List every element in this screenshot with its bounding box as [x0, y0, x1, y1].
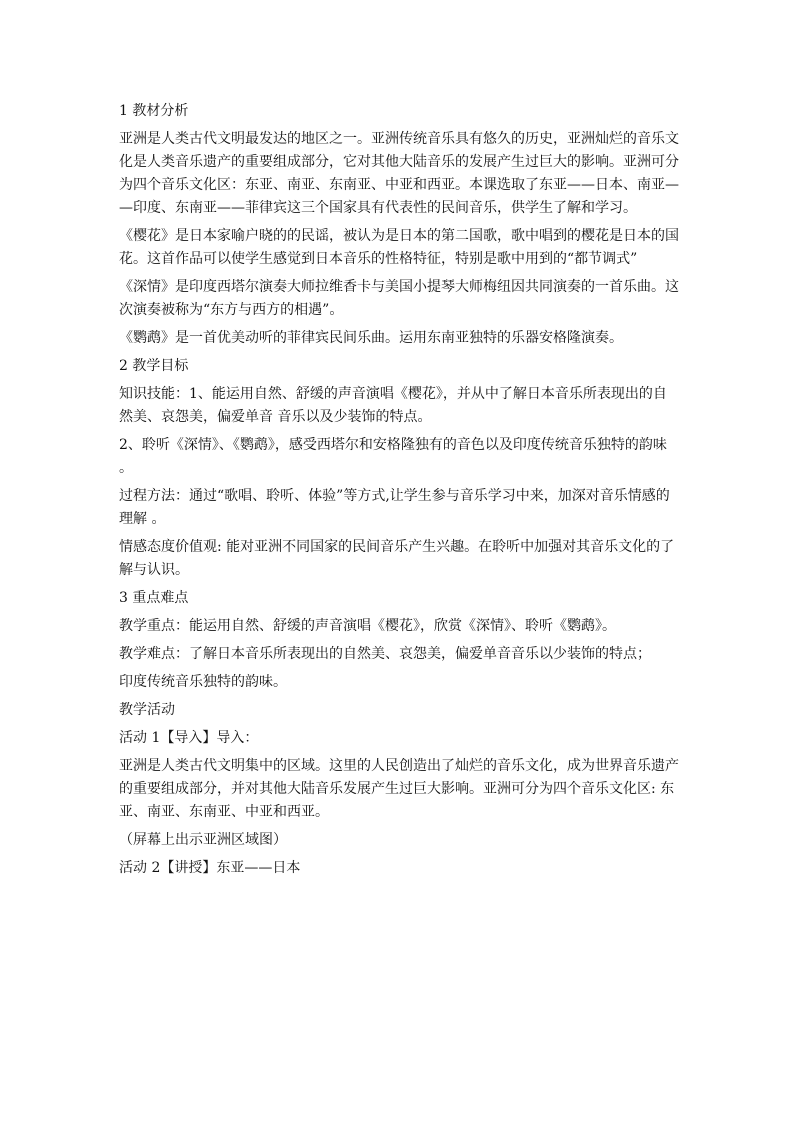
paragraph-sakura: 《樱花》是日本家喻户晓的的民谣，被认为是日本的第二国歌，歌中唱到的樱花是日本的国花。这首作品可以使学生感觉到日本音乐的性格特征，特别是歌中用到的“都节调式” [119, 228, 679, 267]
paragraph-emotion-values: 情感态度价值观: 能对亚洲不同国家的民间音乐产生兴趣。在聆听中加强对其音乐文化的了解与认识。 [119, 539, 675, 578]
activity-1-heading: 活动 1【导入】导入： [119, 730, 259, 746]
paragraph-teaching-difficulty: 教学难点：了解日本音乐所表现出的自然美、哀怨美，偏爱单音音乐以少装饰的特点； [119, 646, 651, 662]
section-heading-analysis: 1 教材分析 [119, 103, 189, 119]
paragraph-asia-intro: 亚洲是人类古代文明最发达的地区之一。亚洲传统音乐具有悠久的历史，亚洲灿烂的音乐文化是人类音乐遗产的重要组成部分，它对其他大陆音乐的发展产生过巨大的影响。亚洲可分为四个音乐文化区：东亚、南亚、东南亚、中亚和西亚。本课选取了东亚——日本、南亚——印度、东南亚——菲律宾这三个国家具有代表性的民间音乐，供学生了解和学习。 [119, 131, 679, 216]
section-heading-activities: 教学活动 [119, 702, 175, 718]
paragraph-activity-1-intro: 亚洲是人类古代文明集中的区域。这里的人民创造出了灿烂的音乐文化，成为世界音乐遗产的重要组成部分，并对其他大陆音乐发展产生过巨大影响。亚洲可分为四个音乐文化区: 东亚、南亚、东南亚、中亚和西亚。 [119, 758, 679, 820]
activity-2-heading: 活动 2【讲授】东亚——日本 [119, 860, 301, 876]
paragraph-shenqing: 《深情》是印度西塔尔演奏大师拉维香卡与美国小提琴大师梅纽因共同演奏的一首乐曲。这次演奏被称为“东方与西方的相遇”。 [119, 279, 679, 318]
paragraph-yingwu: 《鹦鹉》是一首优美动听的菲律宾民间乐曲。运用东南亚独特的乐器安格隆演奏。 [119, 330, 623, 346]
paragraph-indian-music: 印度传统音乐独特的韵味。 [119, 674, 287, 690]
paragraph-map-note: （屏幕上出示亚洲区域图） [119, 832, 287, 848]
paragraph-process-methods: 过程方法：通过“歌唱、聆听、体验”等方式,让学生参与音乐学习中来，加深对音乐情感的理解 。 [119, 488, 670, 527]
section-heading-goals: 2 教学目标 [119, 358, 189, 374]
document-body [119, 100, 679, 880]
paragraph-knowledge-skills: 知识技能：1、能运用自然、舒缓的声音演唱《樱花》，并从中了解日本音乐所表现出的自然美、哀怨美，偏爱单音 音乐以及少装饰的特点。 [119, 386, 667, 425]
paragraph-listening: 2、聆听《深情》、《鹦鹉》，感受西塔尔和安格隆独有的音色以及印度传统音乐独特的韵味。 [119, 437, 667, 476]
section-heading-key-points: 3 重点难点 [119, 590, 189, 606]
paragraph-teaching-focus: 教学重点：能运用自然、舒缓的声音演唱《樱花》，欣赏《深情》、聆听《鹦鹉》。 [119, 618, 616, 634]
